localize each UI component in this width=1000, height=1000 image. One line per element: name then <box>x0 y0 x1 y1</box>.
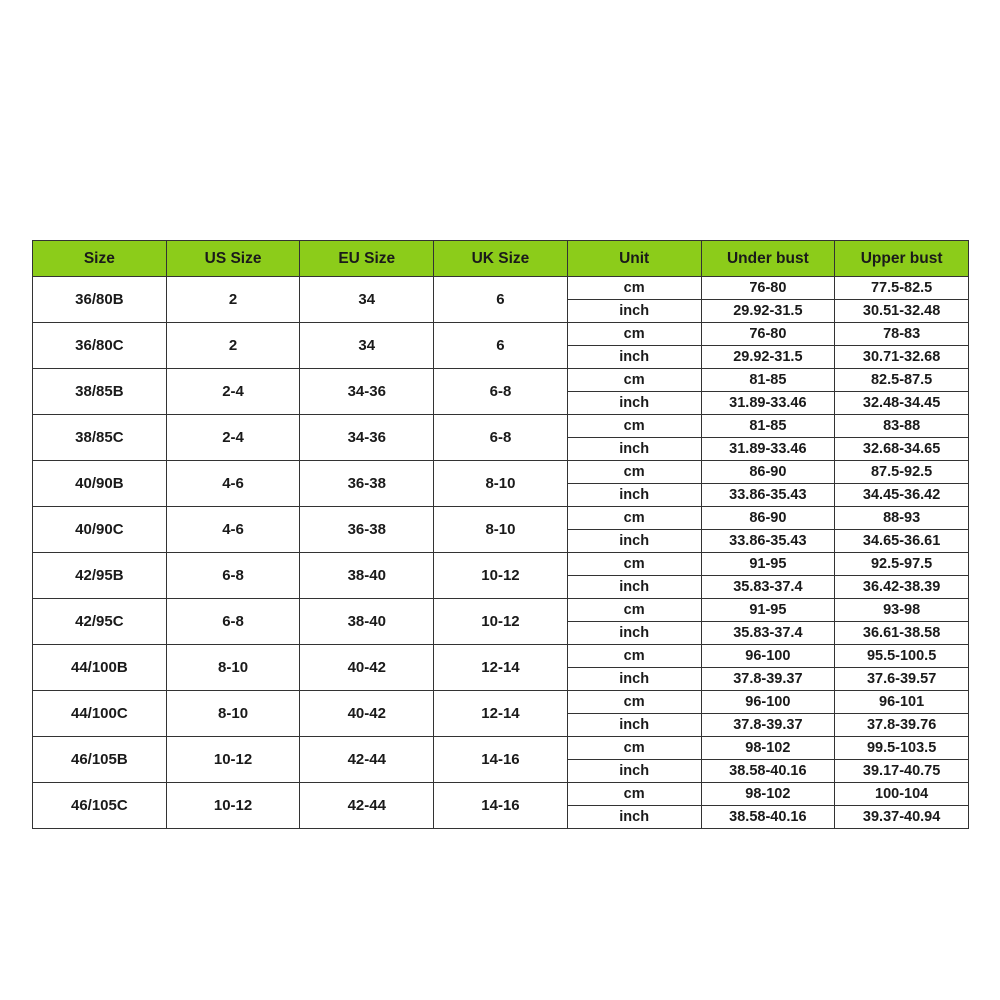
cell-unit-cm: cm <box>567 461 701 484</box>
cell-unit-inch: inch <box>567 714 701 737</box>
cell-under-bust-cm: 91-95 <box>701 599 835 622</box>
cell-uk-size: 8-10 <box>434 507 568 553</box>
cell-size: 38/85B <box>33 369 167 415</box>
cell-size: 36/80B <box>33 277 167 323</box>
cell-upper-bust-cm: 88-93 <box>835 507 969 530</box>
cell-unit-cm: cm <box>567 645 701 668</box>
cell-under-bust-inch: 38.58-40.16 <box>701 806 835 829</box>
cell-uk-size: 14-16 <box>434 783 568 829</box>
cell-upper-bust-cm: 83-88 <box>835 415 969 438</box>
table-row <box>33 599 969 622</box>
cell-us-size: 2-4 <box>166 369 300 415</box>
cell-unit-cm: cm <box>567 277 701 300</box>
table-row <box>33 507 969 530</box>
cell-eu-size: 42-44 <box>300 783 434 829</box>
cell-unit-inch: inch <box>567 392 701 415</box>
cell-upper-bust-inch: 37.8-39.76 <box>835 714 969 737</box>
cell-under-bust-inch: 35.83-37.4 <box>701 576 835 599</box>
cell-eu-size: 36-38 <box>300 507 434 553</box>
cell-unit-inch: inch <box>567 806 701 829</box>
cell-upper-bust-cm: 82.5-87.5 <box>835 369 969 392</box>
table-row <box>33 691 969 714</box>
cell-eu-size: 36-38 <box>300 461 434 507</box>
cell-upper-bust-cm: 92.5-97.5 <box>835 553 969 576</box>
cell-under-bust-inch: 31.89-33.46 <box>701 438 835 461</box>
cell-uk-size: 12-14 <box>434 645 568 691</box>
table-row <box>33 461 969 484</box>
cell-upper-bust-cm: 77.5-82.5 <box>835 277 969 300</box>
table-row <box>33 553 969 576</box>
table-row <box>33 323 969 346</box>
header-eu-size: EU Size <box>300 241 434 277</box>
cell-eu-size: 42-44 <box>300 737 434 783</box>
header-upper-bust: Upper bust <box>835 241 969 277</box>
cell-size: 46/105C <box>33 783 167 829</box>
cell-uk-size: 8-10 <box>434 461 568 507</box>
cell-us-size: 8-10 <box>166 691 300 737</box>
cell-under-bust-cm: 76-80 <box>701 323 835 346</box>
cell-unit-cm: cm <box>567 507 701 530</box>
cell-us-size: 8-10 <box>166 645 300 691</box>
header-size: Size <box>33 241 167 277</box>
cell-under-bust-inch: 33.86-35.43 <box>701 530 835 553</box>
cell-uk-size: 10-12 <box>434 553 568 599</box>
cell-size: 42/95C <box>33 599 167 645</box>
cell-upper-bust-cm: 87.5-92.5 <box>835 461 969 484</box>
cell-upper-bust-inch: 39.17-40.75 <box>835 760 969 783</box>
cell-under-bust-cm: 96-100 <box>701 691 835 714</box>
cell-under-bust-inch: 37.8-39.37 <box>701 714 835 737</box>
cell-size: 40/90C <box>33 507 167 553</box>
cell-upper-bust-cm: 93-98 <box>835 599 969 622</box>
cell-upper-bust-inch: 32.68-34.65 <box>835 438 969 461</box>
cell-unit-inch: inch <box>567 622 701 645</box>
cell-eu-size: 34-36 <box>300 369 434 415</box>
cell-under-bust-cm: 81-85 <box>701 369 835 392</box>
cell-upper-bust-cm: 100-104 <box>835 783 969 806</box>
cell-eu-size: 34 <box>300 323 434 369</box>
header-us-size: US Size <box>166 241 300 277</box>
cell-upper-bust-inch: 34.45-36.42 <box>835 484 969 507</box>
cell-eu-size: 40-42 <box>300 645 434 691</box>
cell-upper-bust-inch: 32.48-34.45 <box>835 392 969 415</box>
cell-uk-size: 6 <box>434 277 568 323</box>
table-row <box>33 415 969 438</box>
table-row <box>33 737 969 760</box>
cell-us-size: 4-6 <box>166 461 300 507</box>
cell-unit-cm: cm <box>567 737 701 760</box>
cell-upper-bust-cm: 96-101 <box>835 691 969 714</box>
cell-under-bust-inch: 35.83-37.4 <box>701 622 835 645</box>
cell-us-size: 10-12 <box>166 737 300 783</box>
cell-under-bust-inch: 33.86-35.43 <box>701 484 835 507</box>
table-row <box>33 277 969 300</box>
cell-unit-inch: inch <box>567 668 701 691</box>
cell-upper-bust-inch: 30.51-32.48 <box>835 300 969 323</box>
cell-unit-cm: cm <box>567 323 701 346</box>
cell-under-bust-cm: 96-100 <box>701 645 835 668</box>
table-row <box>33 369 969 392</box>
cell-size: 36/80C <box>33 323 167 369</box>
cell-upper-bust-inch: 36.61-38.58 <box>835 622 969 645</box>
cell-under-bust-cm: 98-102 <box>701 783 835 806</box>
header-unit: Unit <box>567 241 701 277</box>
cell-size: 38/85C <box>33 415 167 461</box>
cell-under-bust-cm: 81-85 <box>701 415 835 438</box>
cell-upper-bust-cm: 99.5-103.5 <box>835 737 969 760</box>
cell-unit-inch: inch <box>567 438 701 461</box>
cell-size: 44/100B <box>33 645 167 691</box>
cell-unit-inch: inch <box>567 530 701 553</box>
cell-uk-size: 14-16 <box>434 737 568 783</box>
cell-under-bust-inch: 29.92-31.5 <box>701 346 835 369</box>
table-body <box>33 277 969 829</box>
cell-unit-inch: inch <box>567 346 701 369</box>
cell-size: 42/95B <box>33 553 167 599</box>
cell-uk-size: 6-8 <box>434 369 568 415</box>
cell-unit-cm: cm <box>567 599 701 622</box>
cell-us-size: 2-4 <box>166 415 300 461</box>
cell-upper-bust-cm: 95.5-100.5 <box>835 645 969 668</box>
cell-unit-inch: inch <box>567 300 701 323</box>
cell-us-size: 4-6 <box>166 507 300 553</box>
cell-us-size: 10-12 <box>166 783 300 829</box>
cell-under-bust-cm: 91-95 <box>701 553 835 576</box>
cell-under-bust-inch: 31.89-33.46 <box>701 392 835 415</box>
size-chart-table <box>32 240 969 829</box>
cell-unit-cm: cm <box>567 691 701 714</box>
cell-uk-size: 6-8 <box>434 415 568 461</box>
cell-under-bust-inch: 38.58-40.16 <box>701 760 835 783</box>
cell-under-bust-inch: 37.8-39.37 <box>701 668 835 691</box>
cell-us-size: 6-8 <box>166 553 300 599</box>
table-row <box>33 645 969 668</box>
cell-uk-size: 12-14 <box>434 691 568 737</box>
cell-under-bust-cm: 86-90 <box>701 507 835 530</box>
cell-unit-cm: cm <box>567 369 701 392</box>
cell-unit-inch: inch <box>567 484 701 507</box>
header-uk-size: UK Size <box>434 241 568 277</box>
cell-uk-size: 6 <box>434 323 568 369</box>
cell-us-size: 6-8 <box>166 599 300 645</box>
cell-upper-bust-cm: 78-83 <box>835 323 969 346</box>
cell-upper-bust-inch: 37.6-39.57 <box>835 668 969 691</box>
cell-us-size: 2 <box>166 277 300 323</box>
cell-us-size: 2 <box>166 323 300 369</box>
cell-upper-bust-inch: 34.65-36.61 <box>835 530 969 553</box>
cell-under-bust-cm: 86-90 <box>701 461 835 484</box>
cell-upper-bust-inch: 39.37-40.94 <box>835 806 969 829</box>
cell-unit-cm: cm <box>567 553 701 576</box>
cell-eu-size: 34 <box>300 277 434 323</box>
cell-unit-cm: cm <box>567 415 701 438</box>
cell-eu-size: 34-36 <box>300 415 434 461</box>
table-row <box>33 783 969 806</box>
cell-uk-size: 10-12 <box>434 599 568 645</box>
cell-eu-size: 38-40 <box>300 553 434 599</box>
cell-eu-size: 40-42 <box>300 691 434 737</box>
cell-upper-bust-inch: 30.71-32.68 <box>835 346 969 369</box>
cell-unit-inch: inch <box>567 576 701 599</box>
header-under-bust: Under bust <box>701 241 835 277</box>
cell-upper-bust-inch: 36.42-38.39 <box>835 576 969 599</box>
cell-unit-inch: inch <box>567 760 701 783</box>
cell-size: 46/105B <box>33 737 167 783</box>
cell-size: 44/100C <box>33 691 167 737</box>
cell-size: 40/90B <box>33 461 167 507</box>
cell-under-bust-cm: 76-80 <box>701 277 835 300</box>
cell-unit-cm: cm <box>567 783 701 806</box>
cell-eu-size: 38-40 <box>300 599 434 645</box>
cell-under-bust-cm: 98-102 <box>701 737 835 760</box>
table-header-row <box>33 241 969 277</box>
cell-under-bust-inch: 29.92-31.5 <box>701 300 835 323</box>
